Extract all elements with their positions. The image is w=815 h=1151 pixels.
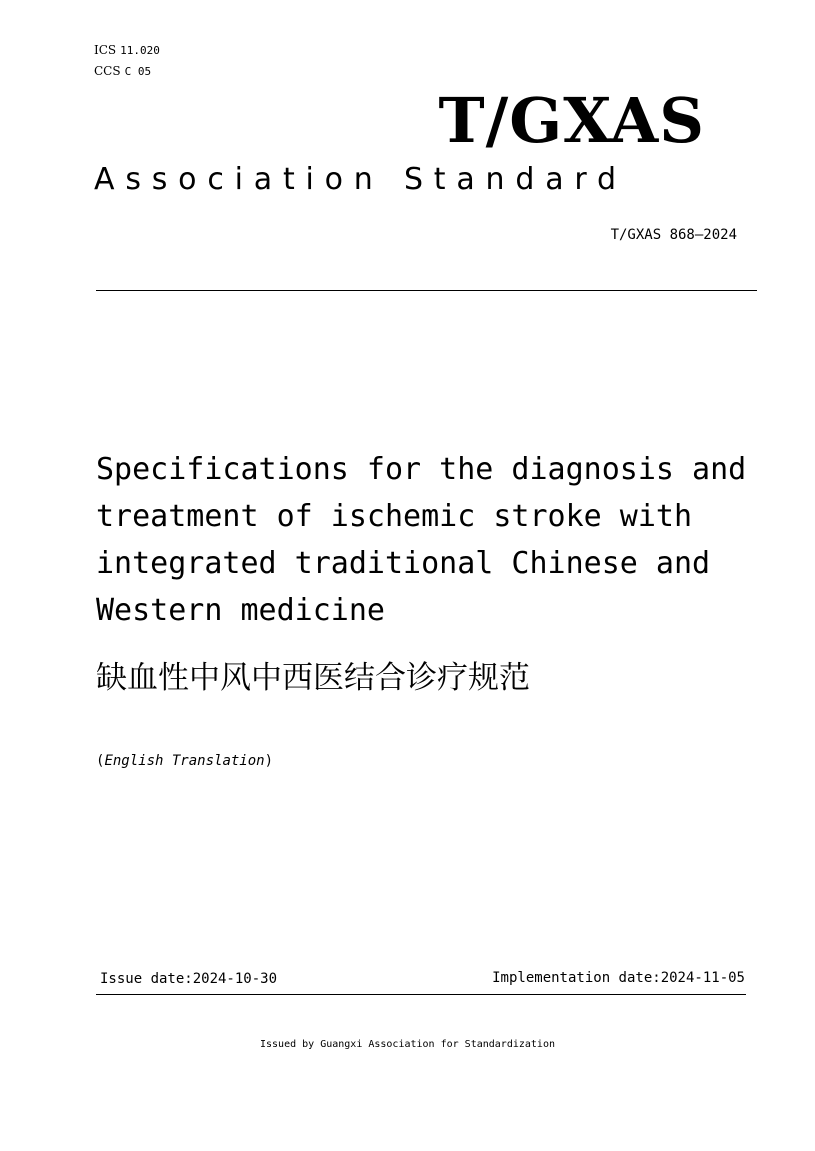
standard-number: T/GXAS 868—2024 bbox=[610, 227, 737, 243]
classification-codes bbox=[94, 40, 160, 82]
ics-label: ICS bbox=[94, 43, 117, 57]
english-title-line: treatment of ischemic stroke with bbox=[96, 499, 693, 534]
standard-type: Association Standard bbox=[94, 162, 627, 197]
english-title bbox=[96, 446, 776, 634]
translation-note bbox=[96, 751, 273, 771]
translation-open-paren: ( bbox=[96, 753, 105, 769]
ccs-label: CCS bbox=[94, 64, 121, 78]
english-title-line: Specifications for the diagnosis and bbox=[96, 452, 747, 487]
header-divider bbox=[96, 290, 757, 291]
issue-date: Issue date:2024-10-30 bbox=[100, 971, 278, 987]
ics-line bbox=[94, 40, 160, 61]
ics-value: 11.020 bbox=[120, 44, 160, 57]
ccs-line bbox=[94, 61, 160, 82]
chinese-title: 缺血性中风中西医结合诊疗规范 bbox=[96, 660, 530, 696]
implementation-date: Implementation date:2024-11-05 bbox=[492, 970, 745, 986]
issuer-line: Issued by Guangxi Association for Standardization bbox=[259, 1039, 555, 1050]
translation-close-paren: ) bbox=[264, 753, 274, 769]
translation-label: English Translation bbox=[104, 753, 265, 769]
organization-code: T/GXAS bbox=[438, 84, 705, 157]
english-title-line: integrated traditional Chinese and bbox=[96, 546, 711, 581]
ccs-value: C 05 bbox=[124, 65, 152, 78]
english-title-line: Western medicine bbox=[96, 593, 385, 628]
footer-divider bbox=[96, 994, 746, 995]
